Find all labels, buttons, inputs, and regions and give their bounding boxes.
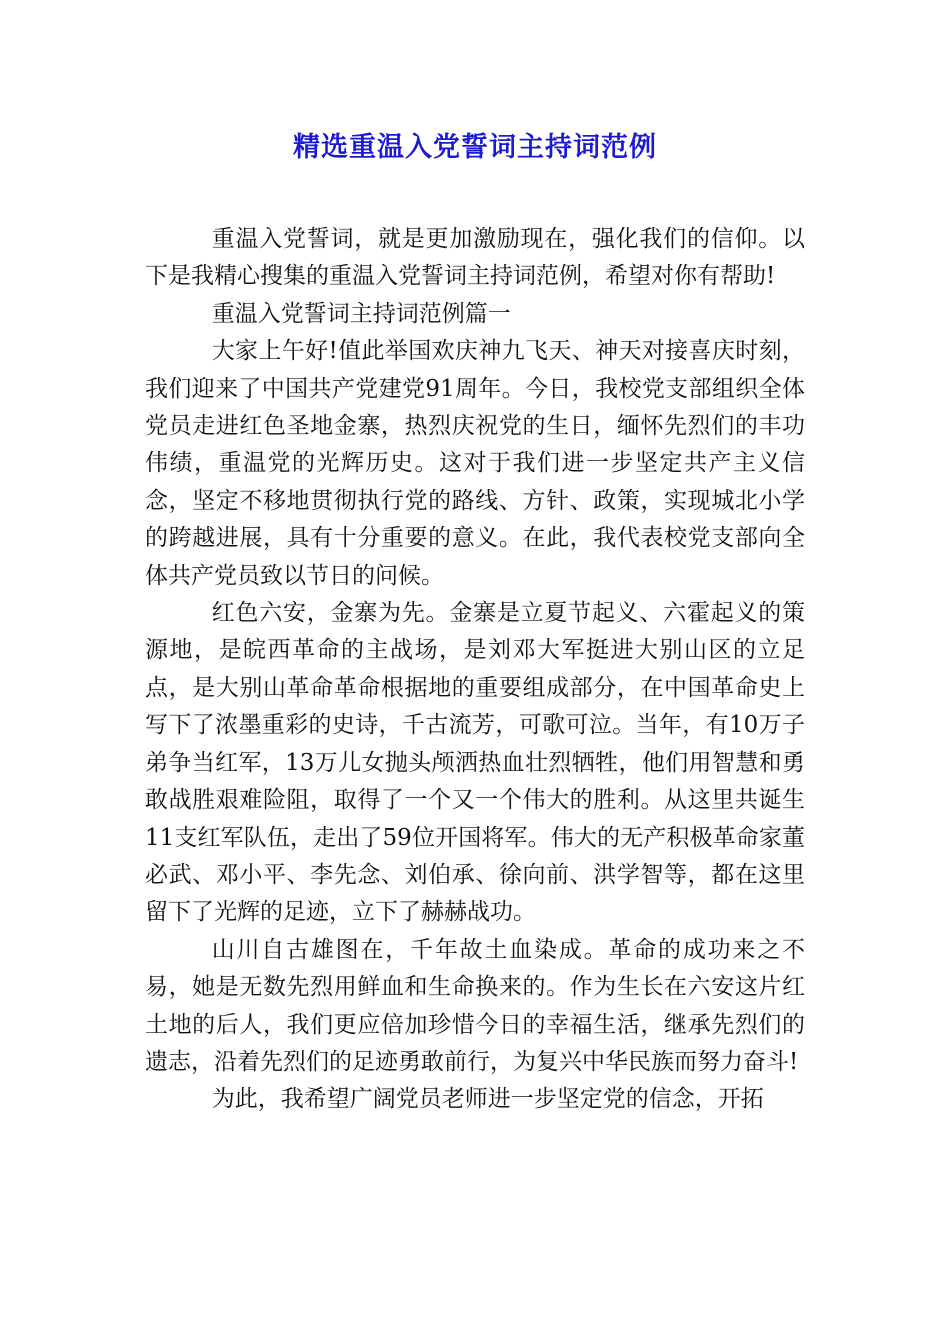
document-body: [145, 221, 805, 1119]
section-heading: 重温入党誓词主持词范例篇一: [211, 300, 511, 327]
intro-paragraph: 重温入党誓词，就是更加激励现在，强化我们的信仰。以下是我精心搜集的重温入党誓词主持词范例，希望对你有帮助!: [145, 226, 805, 290]
body-paragraph: 红色六安，金寨为先。金寨是立夏节起义、六霍起义的策源地，是皖西革命的主战场，是刘邓大军挺进大别山区的立足点，是大别山革命革命根据地的重要组成部分，在中国革命史上写下了浓墨重彩的史诗，千古流芳，可歌可泣。当年，有10万子弟争当红军，13万儿女抛头颅洒热血壮烈牺牲，他们用智慧和勇敢战胜艰难险阻，取得了一个又一个伟大的胜利。从这里共诞生11支红军队伍，走出了59位开国将军。伟大的无产积极革命家董必武、邓小平、李先念、刘伯承、徐向前、洪学智等，都在这里留下了光辉的足迹，立下了赫赫战功。: [145, 600, 805, 926]
page-title: 精选重温入党誓词主持词范例: [293, 132, 657, 163]
body-paragraph: 山川自古雄图在，千年故土血染成。革命的成功来之不易，她是无数先烈用鲜血和生命换来的。作为生长在六安这片红土地的后人，我们更应倍加珍惜今日的幸福生活，继承先烈们的遗志，沿着先烈们的足迹勇敢前行，为复兴中华民族而努力奋斗!: [145, 936, 805, 1075]
body-paragraph: 大家上午好!值此举国欢庆神九飞天、神天对接喜庆时刻，我们迎来了中国共产党建党91周年。今日，我校党支部组织全体党员走进红色圣地金寨，热烈庆祝党的生日，缅怀先烈们的丰功伟绩，重温党的光辉历史。这对于我们进一步坚定共产主义信念，坚定不移地贯彻执行党的路线、方针、政策，实现城北小学的跨越进展，具有十分重要的意义。在此，我代表校党支部向全体共产党员致以节日的问候。: [145, 338, 805, 589]
body-paragraph: 为此，我希望广阔党员老师进一步坚定党的信念，开拓: [211, 1086, 764, 1113]
